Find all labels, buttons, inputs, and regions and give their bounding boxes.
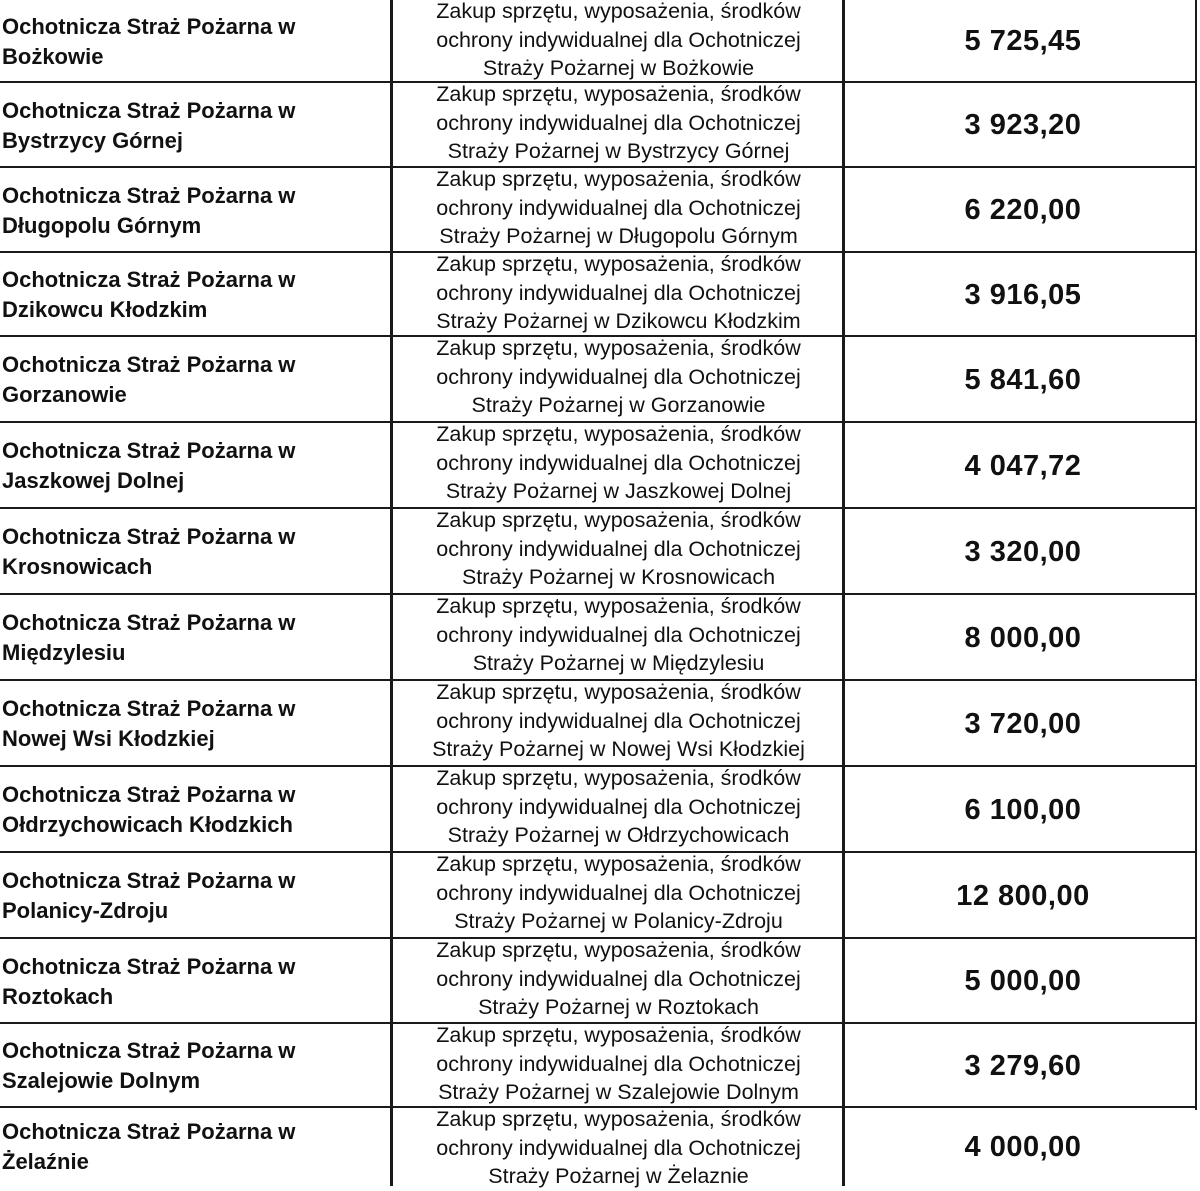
task-description: Zakup sprzętu, wyposażenia, środków ochrony indywidualnej dla Ochotniczej Straży Pożarnej w Międzylesiu — [436, 594, 801, 675]
grant-amount: 3 923,20 — [964, 109, 1082, 141]
organization-name: Ochotnicza Straż Pożarna w Bożkowie — [2, 13, 296, 69]
organization-name: Ochotnicza Straż Pożarna w Polanicy-Zdroju — [2, 868, 296, 923]
table-row — [0, 253, 1200, 337]
task-description: Zakup sprzętu, wyposażenia, środków ochrony indywidualnej dla Ochotniczej Straży Pożarnej w Bystrzycy Górnej — [436, 82, 801, 163]
task-description: Zakup sprzętu, wyposażenia, środków ochrony indywidualnej dla Ochotniczej Straży Pożarnej w Gorzanowie — [436, 336, 801, 417]
organization-name: Ochotnicza Straż Pożarna w Jaszkowej Dolnej — [2, 438, 296, 493]
task-description: Zakup sprzętu, wyposażenia, środków ochrony indywidualnej dla Ochotniczej Straży Pożarnej w Jaszkowej Dolnej — [436, 422, 801, 503]
organization-name: Ochotnicza Straż Pożarna w Roztokach — [2, 953, 296, 1009]
organization-name: Ochotnicza Straż Pożarna w Nowej Wsi Kłodzkiej — [2, 696, 296, 751]
organization-name: Ochotnicza Straż Pożarna w Bystrzycy Górnej — [2, 97, 296, 153]
grant-amount: 6 100,00 — [964, 793, 1082, 826]
task-description: Zakup sprzętu, wyposażenia, środków ochrony indywidualnej dla Ochotniczej Straży Pożarnej w Bożkowie — [436, 0, 801, 80]
table-row — [0, 595, 1200, 681]
grant-amount: 4 047,72 — [964, 449, 1082, 482]
table-row — [0, 423, 1200, 509]
table-row — [0, 767, 1200, 853]
column-divider — [842, 0, 845, 1186]
task-description: Zakup sprzętu, wyposażenia, środków ochrony indywidualnej dla Ochotniczej Straży Pożarnej w Dzikowcu Kłodzkim — [436, 252, 801, 333]
grant-amount: 8 000,00 — [964, 621, 1082, 654]
table-row — [0, 1108, 1200, 1186]
grant-amount: 6 220,00 — [964, 194, 1082, 226]
table-row — [0, 168, 1200, 253]
table-row — [0, 337, 1200, 423]
grant-amount: 3 320,00 — [964, 535, 1082, 568]
table-row — [0, 681, 1200, 767]
organization-name: Ochotnicza Straż Pożarna w Gorzanowie — [2, 352, 296, 407]
task-description: Zakup sprzętu, wyposażenia, środków ochrony indywidualnej dla Ochotniczej Straży Pożarnej w Polanicy-Zdroju — [436, 852, 801, 933]
table-row — [0, 509, 1200, 595]
organization-name: Ochotnicza Straż Pożarna w Żelaźnie — [2, 1119, 296, 1174]
task-description: Zakup sprzętu, wyposażenia, środków ochrony indywidualnej dla Ochotniczej Straży Pożarnej w Roztokach — [436, 938, 801, 1019]
table-row — [0, 0, 1200, 83]
grant-amount: 3 916,05 — [964, 278, 1082, 311]
organization-name: Ochotnicza Straż Pożarna w Dzikowcu Kłodzkim — [2, 267, 296, 322]
task-description: Zakup sprzętu, wyposażenia, środków ochrony indywidualnej dla Ochotniczej Straży Pożarnej w Długopolu Górnym — [436, 167, 801, 248]
organization-name: Ochotnicza Straż Pożarna w Krosnowicach — [2, 524, 296, 579]
grant-amount: 5 725,45 — [964, 25, 1082, 57]
task-description: Zakup sprzętu, wyposażenia, środków ochrony indywidualnej dla Ochotniczej Straży Pożarnej w Ołdrzychowicach — [436, 766, 801, 847]
task-description: Zakup sprzętu, wyposażenia, środków ochrony indywidualnej dla Ochotniczej Straży Pożarnej w Żelaznie — [436, 1107, 801, 1188]
grant-amount: 3 720,00 — [964, 707, 1082, 740]
grant-amount: 5 000,00 — [964, 965, 1082, 997]
task-description: Zakup sprzętu, wyposażenia, środków ochrony indywidualnej dla Ochotniczej Straży Pożarnej w Krosnowicach — [436, 508, 801, 589]
column-divider — [390, 0, 393, 1186]
grant-amount: 5 841,60 — [964, 363, 1082, 396]
task-description: Zakup sprzętu, wyposażenia, środków ochrony indywidualnej dla Ochotniczej Straży Pożarnej w Szalejowie Dolnym — [436, 1023, 801, 1104]
grant-amount: 4 000,00 — [964, 1130, 1082, 1163]
table-row — [0, 939, 1200, 1024]
grant-amount: 12 800,00 — [956, 879, 1090, 912]
organization-name: Ochotnicza Straż Pożarna w Szalejowie Dolnym — [2, 1038, 296, 1093]
grant-amount: 3 279,60 — [964, 1049, 1082, 1082]
task-description: Zakup sprzętu, wyposażenia, środków ochrony indywidualnej dla Ochotniczej Straży Pożarnej w Nowej Wsi Kłodzkiej — [432, 680, 805, 761]
organization-name: Ochotnicza Straż Pożarna w Ołdrzychowicach Kłodzkich — [2, 782, 296, 837]
organization-name: Ochotnicza Straż Pożarna w Międzylesiu — [2, 610, 296, 665]
table-row — [0, 853, 1200, 939]
organization-name: Ochotnicza Straż Pożarna w Długopolu Górnym — [2, 182, 296, 238]
table-row — [0, 1024, 1200, 1108]
table-row — [0, 83, 1200, 168]
table-right-border — [1195, 0, 1197, 1110]
